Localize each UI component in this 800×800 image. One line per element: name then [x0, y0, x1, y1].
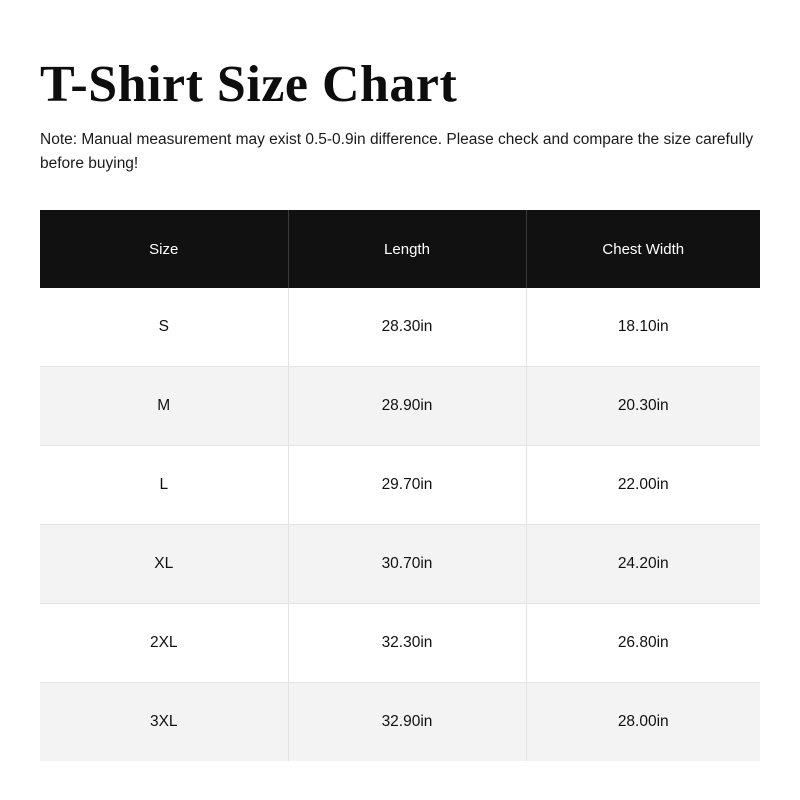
cell-size: 3XL — [40, 683, 288, 762]
cell-chest-width: 22.00in — [526, 446, 760, 525]
column-header-size: Size — [40, 210, 288, 288]
table-header — [40, 210, 760, 288]
cell-length: 28.30in — [288, 288, 526, 367]
cell-length: 32.30in — [288, 604, 526, 683]
cell-chest-width: 24.20in — [526, 525, 760, 604]
table-row — [40, 525, 760, 604]
table-row — [40, 604, 760, 683]
cell-chest-width: 26.80in — [526, 604, 760, 683]
cell-length: 28.90in — [288, 367, 526, 446]
table-row — [40, 367, 760, 446]
column-header-chest-width: Chest Width — [526, 210, 760, 288]
measurement-note: Note: Manual measurement may exist 0.5-0.9in difference. Please check and compare the size carefully before buying! — [40, 131, 754, 173]
cell-size: XL — [40, 525, 288, 604]
cell-length: 30.70in — [288, 525, 526, 604]
cell-size: S — [40, 288, 288, 367]
size-chart-table — [40, 210, 760, 761]
table-row — [40, 683, 760, 762]
table-row — [40, 288, 760, 367]
cell-length: 29.70in — [288, 446, 526, 525]
table-body — [40, 288, 760, 761]
cell-size: 2XL — [40, 604, 288, 683]
table-header-row — [40, 210, 760, 288]
page-title: T-Shirt Size Chart — [40, 56, 458, 113]
table-row — [40, 446, 760, 525]
cell-chest-width: 20.30in — [526, 367, 760, 446]
column-header-length: Length — [288, 210, 526, 288]
cell-length: 32.90in — [288, 683, 526, 762]
cell-size: M — [40, 367, 288, 446]
cell-chest-width: 18.10in — [526, 288, 760, 367]
cell-chest-width: 28.00in — [526, 683, 760, 762]
cell-size: L — [40, 446, 288, 525]
